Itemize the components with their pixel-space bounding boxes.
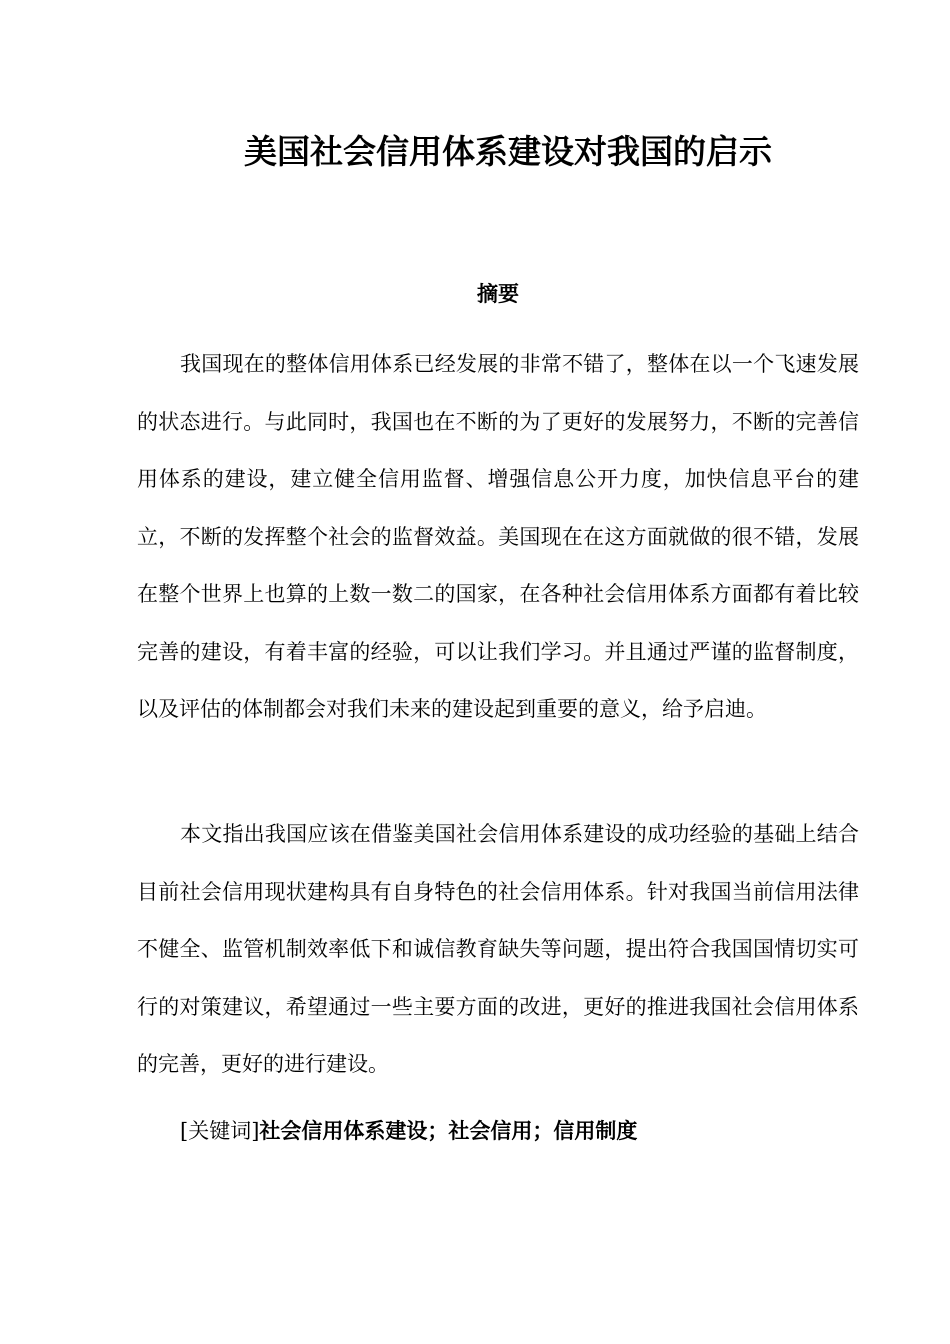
keywords-line <box>180 1114 637 1148</box>
keywords-values: 社会信用体系建设；社会信用；信用制度 <box>259 1119 638 1143</box>
abstract-paragraph-1: 我国现在的整体信用体系已经发展的非常不错了，整体在以一个飞速发展的状态进行。与此同时，我国也在不断的为了更好的发展努力，不断的完善信用体系的建设，建立健全信用监督、增强信息公开力度，加快信息平台的建立，不断的发挥整个社会的监督效益。美国现在在这方面就做的很不错，发展在整个世界上也算的上数一数二的国家，在各种社会信用体系方面都有着比较完善的建设，有着丰富的经验，可以让我们学习。并且通过严谨的监督制度，以及评估的体制都会对我们未来的建设起到重要的意义，给予启迪。 <box>137 352 859 721</box>
document-title: 美国社会信用体系建设对我国的启示 <box>244 132 772 171</box>
abstract-paragraph-2: 本文指出我国应该在借鉴美国社会信用体系建设的成功经验的基础上结合目前社会信用现状建构具有自身特色的社会信用体系。针对我国当前信用法律不健全、监管机制效率低下和诚信教育缺失等问题，提出符合我国国情切实可行的对策建议，希望通过一些主要方面的改进，更好的推进我国社会信用体系的完善，更好的进行建设。 <box>137 822 859 1076</box>
abstract-heading: 摘要 <box>477 282 519 306</box>
keywords-label: [关键词] <box>180 1119 260 1143</box>
